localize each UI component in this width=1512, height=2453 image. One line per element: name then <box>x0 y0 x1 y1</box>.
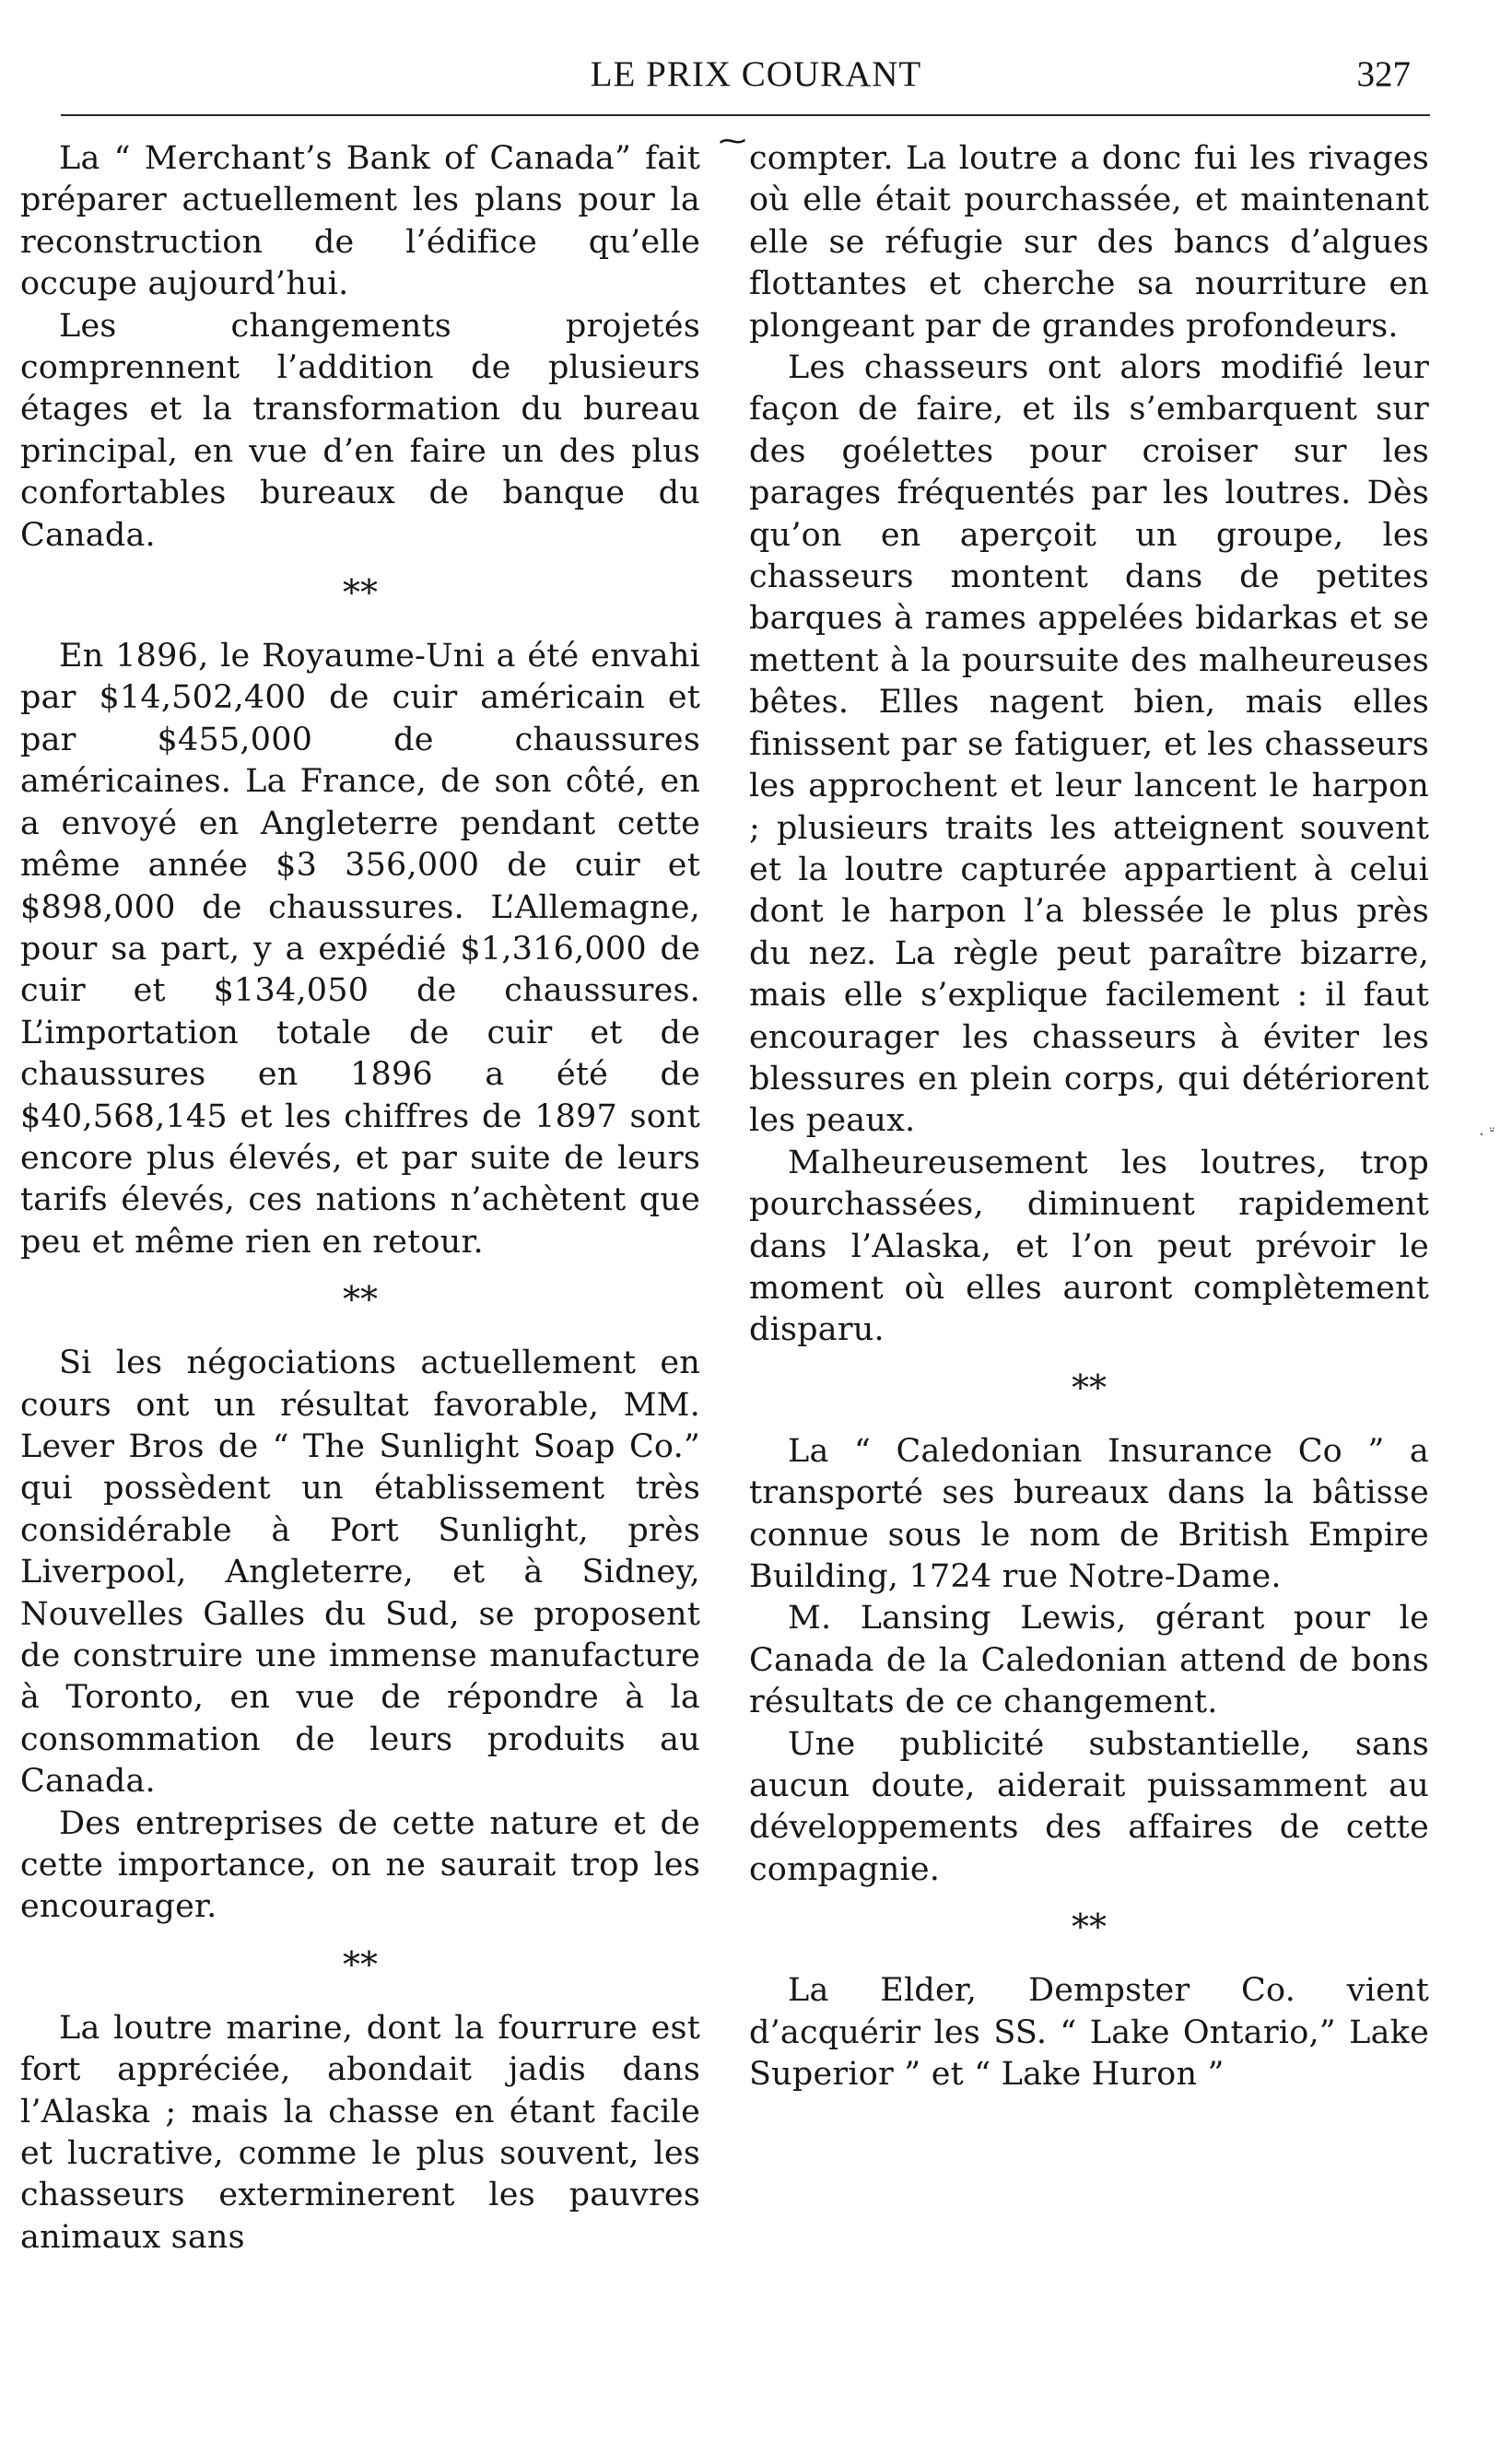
right-column <box>749 138 1429 2095</box>
paragraph-sunlight-soap: Si les négociations actuellement en cours ont un résultat favorable, MM. Lever Bros de “ The Sunlight Soap Co.” qui possèdent un établissement très considérable à Port Sunlight, près Liverpool, Angleterre, et à Sidney, Nouvelles Galles du Sud, se proposent de construire une immense manufacture à Toronto, en vue de répondre à la consommation de leurs produits au Canada. <box>20 1344 700 1801</box>
section-separator: ** <box>343 1943 378 1985</box>
section-separator: ** <box>343 1279 378 1320</box>
paragraph-elder-dempster: La Elder, Dempster Co. vient d’acquérir les SS. “ Lake Ontario,” Lake Superior ” et “ Lake Huron ” <box>749 1972 1429 2094</box>
section-separator: ** <box>1072 1907 1107 1948</box>
section-separator: ** <box>343 572 378 614</box>
paragraph-otter-continued: compter. La loutre a donc fui les rivages où elle était pourchassée, et maintenant elle se réfugie sur des bancs d’algues flottantes et cherche sa nourriture en plongeant par de grandes profondeurs. <box>749 140 1429 345</box>
paragraph-bank-changes: Les changements projetés comprennent l’addition de plusieurs étages et la transformation du bureau principal, en vue d’en faire un des plus confortables bureaux de banque du Canada. <box>20 307 700 554</box>
print-specks: . ⸚ <box>1479 1121 1495 1140</box>
paragraph-merchants-bank: La “ Merchant’s Bank of Canada” fait préparer actuellement les plans pour la reconstruction de l’édifice qu’elle occupe aujourd’hui. <box>20 140 700 303</box>
paragraph-sea-otter: La loutre marine, dont la fourrure est fort appréciée, abondait jadis dans l’Alaska ; mais la chasse en étant facile et lucrative, comme le plus souvent, les chasseurs exterminerent les pauvres animaux sans <box>20 2009 700 2256</box>
running-title: LE PRIX COURANT <box>590 54 922 94</box>
page-number: 327 <box>1356 54 1411 94</box>
paragraph-leather-imports: En 1896, le Royaume-Uni a été envahi par $14,502,400 de cuir américain et par $455,000 de chaussures américaines. La France, de son côté, en a envoyé en Angleterre pendant cette même année $3 356,000 de cuir et $898,000 de chaussures. L’Allemagne, pour sa part, y a expédié $1,316,000 de cuir et $134,050 de chaussures. L’importation totale de cuir et de chaussures en 1896 a été de $40,568,145 et les chiffres de 1897 sont encore plus élevés, et par suite de leurs tarifs élevés, ces nations n’achètent que peu et même rien en retour. <box>20 638 700 1261</box>
page-header <box>37 53 1475 100</box>
paragraph-publicity: Une publicité substantielle, sans aucun doute, aiderait puissamment au développements des affaires de cette compagnie. <box>749 1725 1429 1888</box>
section-separator: ** <box>1072 1367 1107 1408</box>
header-rule <box>61 114 1430 116</box>
paragraph-encourage: Des entreprises de cette nature et de cette importance, on ne saurait trop les encourager. <box>20 1804 700 1926</box>
paragraph-otter-decline: Malheureusement les loutres, trop pourchassées, diminuent rapidement dans l’Alaska, et l’on peut prévoir le moment où elles auront complètement disparu. <box>749 1144 1429 1349</box>
paragraph-hunters: Les chasseurs ont alors modifié leur façon de faire, et ils s’embarquent sur des goélettes pour croiser sur les parages fréquentés par les loutres. Dès qu’on en aperçoit un groupe, les chasseurs montent dans de petites barques à rames appelées bidarkas et se mettent à la poursuite des malheureuses bêtes. Elles nagent bien, mais elles finissent par se fatiguer, et les chasseurs les approchent et leur lancent le harpon ; plusieurs traits les atteignent souvent et la loutre capturée appartient à celui dont le harpon l’a blessée le plus près du nez. La règle peut paraître bizarre, mais elle s’explique facilement : il faut encourager les chasseurs à éviter les blessures en plein corps, qui détériorent les peaux. <box>749 349 1429 1140</box>
paragraph-caledonian: La “ Caledonian Insurance Co ” a transporté ses bureaux dans la bâtisse connue sous le nom de British Empire Building, 1724 rue Notre-Dame. <box>749 1432 1429 1595</box>
left-column <box>20 138 700 2259</box>
margin-mark: ⁓ <box>719 125 746 158</box>
paragraph-lansing-lewis: M. Lansing Lewis, gérant pour le Canada de la Caledonian attend de bons résultats de ce changement. <box>749 1600 1429 1721</box>
